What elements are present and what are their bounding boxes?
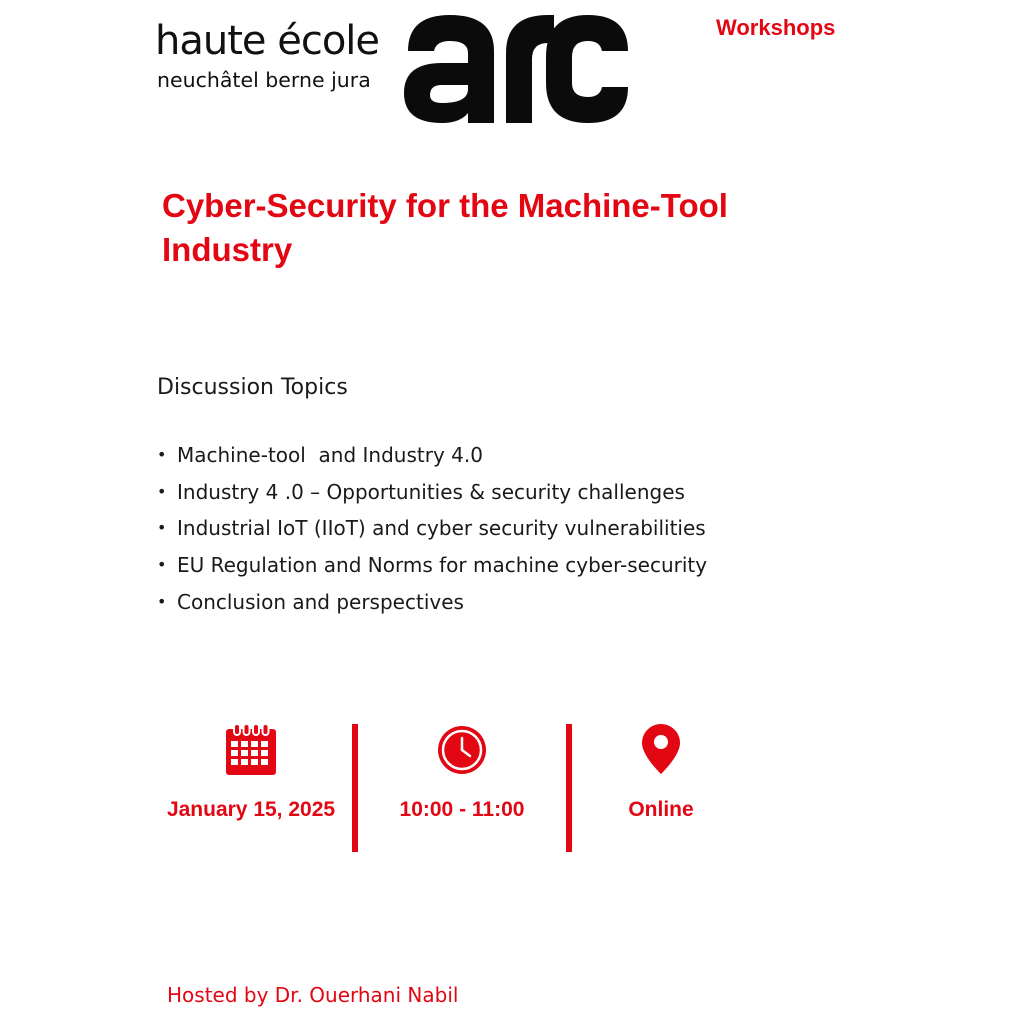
info-divider (352, 724, 358, 852)
bullet: • (157, 445, 167, 464)
list-item (157, 474, 707, 511)
logo-line-2: neuchâtel berne jura (157, 68, 371, 92)
event-date: January 15, 2025 (166, 798, 336, 821)
event-host: Hosted by Dr. Ouerhani Nabil (167, 983, 459, 1007)
calendar-icon (225, 723, 277, 775)
bullet: • (157, 591, 167, 611)
logo-arc-mark (402, 13, 630, 125)
event-info-row (0, 720, 1024, 852)
topics-heading: Discussion Topics (157, 375, 348, 400)
topic-text: Industry 4 .0 – Opportunities & security challenges (177, 479, 685, 504)
bullet: • (157, 555, 167, 575)
bullet: • (157, 481, 167, 501)
map-pin-icon (641, 723, 681, 775)
workshops-link[interactable]: Workshops (716, 15, 836, 40)
topics-list (157, 437, 707, 620)
event-time: 10:00 - 11:00 (399, 798, 525, 821)
institution-logo (155, 10, 635, 130)
info-divider (566, 724, 572, 852)
topic-text: Machine-tool and Industry 4.0 (177, 443, 483, 467)
event-location: Online (628, 798, 694, 821)
logo-line-1: haute école (155, 18, 380, 64)
list-item (157, 510, 707, 547)
list-item (157, 584, 707, 621)
topic-text: EU Regulation and Norms for machine cyber-security (177, 553, 708, 578)
bullet: • (157, 518, 167, 538)
event-title: Cyber-Security for the Machine-Tool Industry (162, 187, 728, 268)
list-item (157, 437, 707, 474)
clock-icon (436, 723, 488, 775)
topic-text: Industrial IoT (IIoT) and cyber security vulnerabilities (177, 516, 706, 541)
list-item (157, 547, 707, 584)
topic-text: Conclusion and perspectives (177, 589, 464, 614)
